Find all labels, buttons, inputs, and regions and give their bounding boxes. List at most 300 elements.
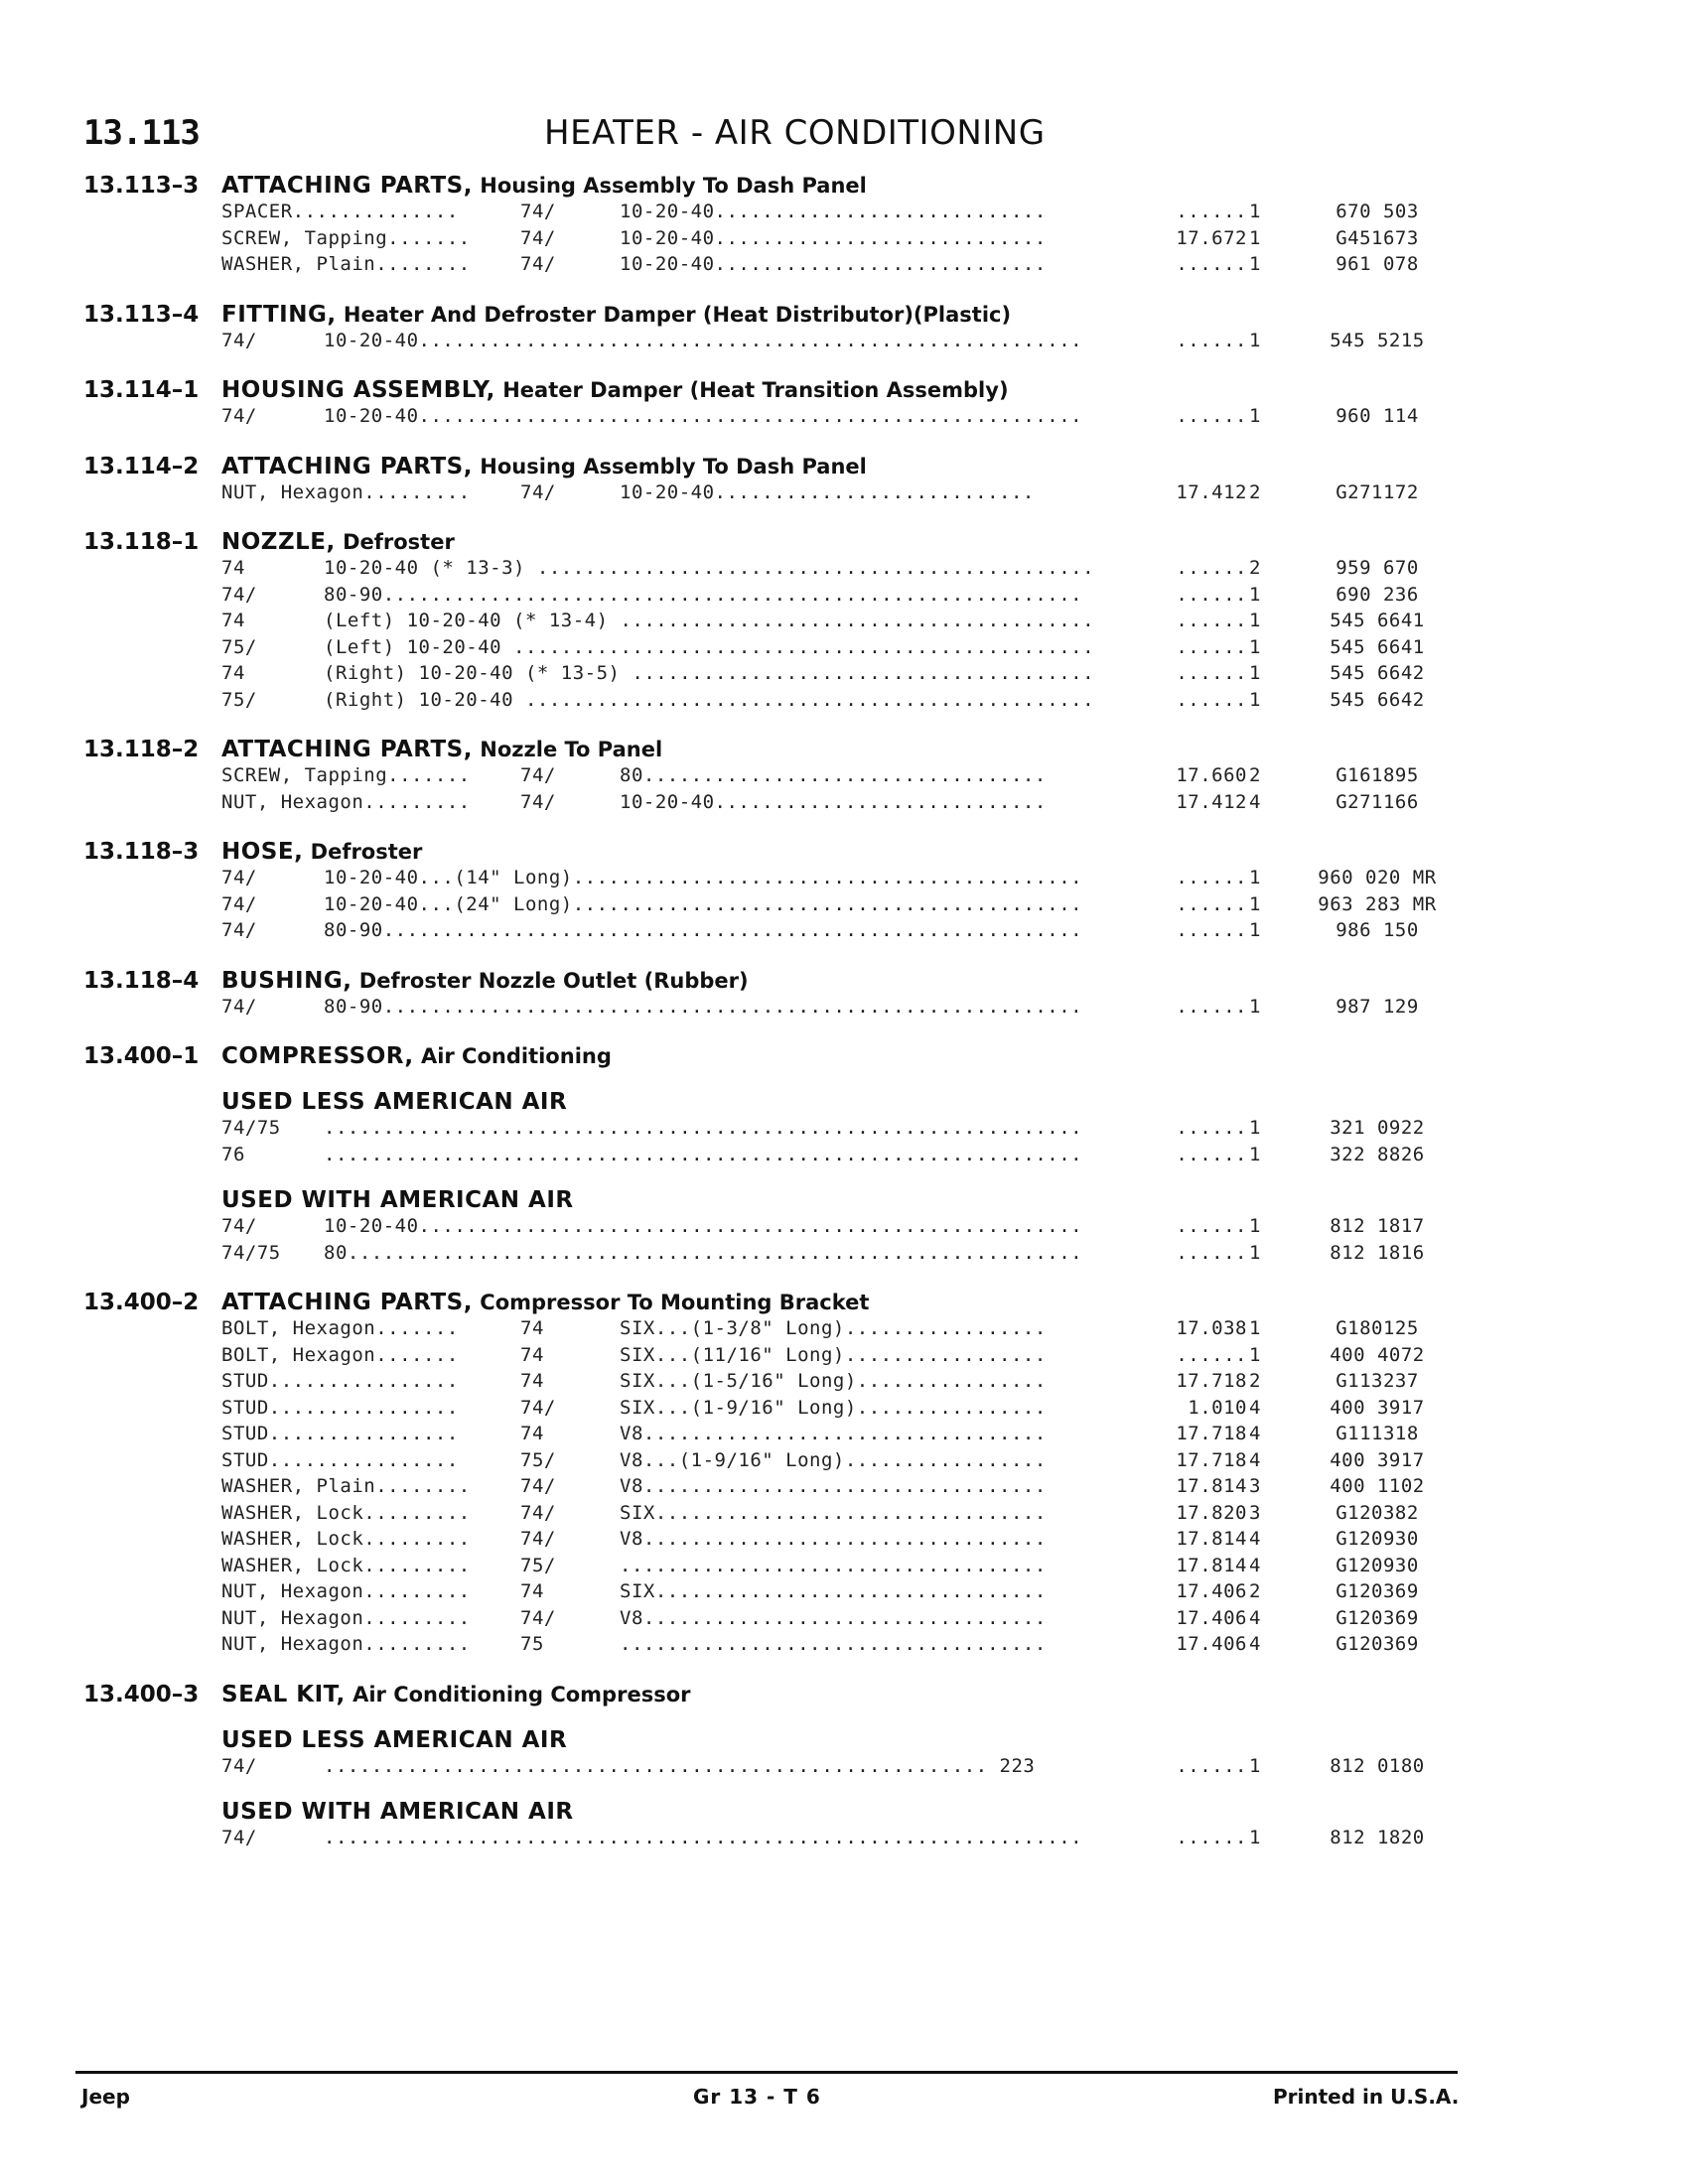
parts-section bbox=[83, 1680, 1474, 1851]
section-number: 13.113–3 bbox=[83, 173, 200, 199]
model-code: 74/ bbox=[221, 583, 257, 606]
catalog-ref: 17.718 bbox=[1176, 1448, 1247, 1471]
application-spec: 10-20-40...(14" Long)........................................... bbox=[324, 867, 1083, 888]
part-number: G271166 bbox=[1336, 790, 1419, 813]
model-code: 74/ bbox=[520, 1396, 556, 1419]
model-code: 74/ bbox=[520, 1501, 556, 1524]
application-spec: SIX................................. bbox=[620, 1580, 1047, 1602]
part-row bbox=[83, 660, 1474, 687]
part-number: 961 078 bbox=[1336, 253, 1419, 275]
catalog-ref: 17.814 bbox=[1176, 1528, 1247, 1550]
model-code: 74/ bbox=[221, 329, 257, 351]
section-description: Heater Damper (Heat Transition Assembly) bbox=[502, 378, 1009, 402]
part-number: 545 6641 bbox=[1330, 635, 1425, 658]
part-number: 545 6641 bbox=[1330, 610, 1425, 631]
section-header bbox=[83, 837, 1474, 865]
part-number: 670 503 bbox=[1336, 201, 1419, 222]
catalog-ref: 17.814 bbox=[1176, 1475, 1247, 1497]
section-title bbox=[221, 1043, 612, 1069]
application-spec: 80.................................. bbox=[620, 764, 1047, 786]
catalog-ref: ...... bbox=[1176, 1754, 1247, 1777]
part-number: G120382 bbox=[1336, 1501, 1419, 1524]
catalog-ref: ...... bbox=[1176, 1215, 1247, 1237]
quantity: 4 bbox=[1249, 1528, 1261, 1550]
part-number: 400 4072 bbox=[1330, 1343, 1425, 1366]
part-number: 812 0180 bbox=[1330, 1754, 1425, 1777]
part-row bbox=[83, 1825, 1474, 1851]
section-title bbox=[221, 968, 749, 994]
part-name: SCREW, Tapping....... bbox=[221, 764, 471, 786]
section-description: Housing Assembly To Dash Panel bbox=[480, 454, 867, 478]
part-row bbox=[83, 1142, 1474, 1168]
part-name: STUD................ bbox=[221, 1370, 459, 1392]
part-number: 400 1102 bbox=[1330, 1475, 1425, 1497]
catalog-ref: 17.814 bbox=[1176, 1554, 1247, 1576]
catalog-ref: 17.406 bbox=[1176, 1580, 1247, 1602]
section-number: 13.118–1 bbox=[83, 529, 200, 555]
section-number: 13.114–1 bbox=[83, 377, 200, 403]
part-name: SPACER.............. bbox=[221, 201, 459, 222]
parts-section bbox=[83, 1288, 1474, 1658]
catalog-ref: 17.412 bbox=[1176, 480, 1247, 503]
parts-section bbox=[83, 375, 1474, 430]
part-number: 812 1817 bbox=[1330, 1215, 1425, 1237]
part-row bbox=[83, 1447, 1474, 1474]
section-header bbox=[83, 966, 1474, 994]
quantity: 1 bbox=[1249, 329, 1261, 351]
model-code: 74/ bbox=[520, 1528, 556, 1550]
section-header bbox=[83, 1680, 1474, 1707]
part-row bbox=[83, 1473, 1474, 1500]
part-number: G180125 bbox=[1336, 1317, 1419, 1339]
model-code: 74/ bbox=[520, 226, 556, 249]
section-number: 13.400–3 bbox=[83, 1681, 200, 1707]
model-code: 74 bbox=[221, 610, 245, 631]
quantity: 1 bbox=[1249, 635, 1261, 658]
usage-subheading: USED LESS AMERICAN AIR bbox=[221, 1726, 568, 1753]
section-header bbox=[83, 300, 1474, 328]
application-spec: (Left) 10-20-40 (* 13-4) ........................................ bbox=[324, 610, 1095, 631]
page-number: 13.113 bbox=[83, 113, 200, 153]
quantity: 1 bbox=[1249, 201, 1261, 222]
quantity: 2 bbox=[1249, 1370, 1261, 1392]
part-name: NUT, Hexagon......... bbox=[221, 1633, 471, 1655]
part-name: NUT, Hexagon......... bbox=[221, 790, 471, 813]
part-row bbox=[83, 555, 1474, 582]
application-spec: 10-20-40........................................................ bbox=[324, 1215, 1083, 1237]
section-description: Defroster Nozzle Outlet (Rubber) bbox=[358, 968, 749, 993]
application-spec: 10-20-40............................ bbox=[620, 790, 1047, 813]
section-name: ATTACHING PARTS, bbox=[221, 737, 473, 762]
catalog-ref: ...... bbox=[1176, 405, 1247, 427]
quantity: 4 bbox=[1249, 1396, 1261, 1419]
part-number: 545 6642 bbox=[1330, 688, 1425, 711]
parts-section bbox=[83, 735, 1474, 815]
part-row bbox=[83, 687, 1474, 714]
application-spec: 80-90........................................................... bbox=[324, 919, 1083, 941]
catalog-ref: ...... bbox=[1176, 1241, 1247, 1264]
part-number: G120930 bbox=[1336, 1554, 1419, 1576]
part-number: G113237 bbox=[1336, 1370, 1419, 1392]
application-spec: ........................................................ 223 bbox=[324, 1754, 1036, 1777]
quantity: 1 bbox=[1249, 226, 1261, 249]
application-spec: SIX................................. bbox=[620, 1501, 1047, 1524]
part-row bbox=[83, 917, 1474, 944]
application-spec: V8...(1-9/16" Long)................. bbox=[620, 1448, 1047, 1471]
part-number: G120369 bbox=[1336, 1606, 1419, 1629]
section-name: HOUSING ASSEMBLY, bbox=[221, 377, 495, 403]
part-row bbox=[83, 789, 1474, 816]
model-code: 74/ bbox=[221, 919, 257, 941]
section-header bbox=[83, 735, 1474, 762]
part-row bbox=[83, 1395, 1474, 1422]
part-number: 321 0922 bbox=[1330, 1117, 1425, 1139]
section-header bbox=[83, 1288, 1474, 1315]
part-number: 959 670 bbox=[1336, 557, 1419, 579]
part-row bbox=[83, 1631, 1474, 1658]
part-number: G271172 bbox=[1336, 480, 1419, 503]
part-number: 960 020 MR bbox=[1318, 867, 1437, 888]
section-header bbox=[83, 452, 1474, 479]
part-name: WASHER, Lock......... bbox=[221, 1528, 471, 1550]
section-description: Defroster bbox=[343, 530, 455, 554]
catalog-ref: 17.406 bbox=[1176, 1606, 1247, 1629]
section-title bbox=[221, 737, 662, 762]
catalog-ref: ...... bbox=[1176, 1143, 1247, 1165]
model-code: 74/ bbox=[520, 1606, 556, 1629]
usage-subheading: USED WITH AMERICAN AIR bbox=[221, 1799, 574, 1825]
model-code: 74 bbox=[520, 1317, 544, 1339]
application-spec: 80.............................................................. bbox=[324, 1241, 1083, 1264]
parts-section bbox=[83, 527, 1474, 713]
model-code: 74/ bbox=[520, 253, 556, 275]
catalog-ref: ...... bbox=[1176, 583, 1247, 606]
model-code: 75/ bbox=[221, 688, 257, 711]
quantity: 1 bbox=[1249, 1343, 1261, 1366]
part-row bbox=[83, 1368, 1474, 1395]
catalog-ref: 17.406 bbox=[1176, 1633, 1247, 1655]
section-number: 13.400–1 bbox=[83, 1043, 200, 1069]
part-row bbox=[83, 225, 1474, 252]
quantity: 1 bbox=[1249, 995, 1261, 1018]
application-spec: (Left) 10-20-40 ................................................. bbox=[324, 635, 1095, 658]
part-number: 545 5215 bbox=[1330, 329, 1425, 351]
quantity: 1 bbox=[1249, 1215, 1261, 1237]
model-code: 74/ bbox=[221, 1754, 257, 1777]
quantity: 1 bbox=[1249, 1827, 1261, 1848]
section-header bbox=[83, 375, 1474, 403]
part-row bbox=[83, 1342, 1474, 1369]
section-title bbox=[221, 839, 422, 865]
application-spec: 10-20-40............................ bbox=[620, 253, 1047, 275]
part-number: 987 129 bbox=[1336, 995, 1419, 1018]
quantity: 2 bbox=[1249, 764, 1261, 786]
catalog-ref: ...... bbox=[1176, 1117, 1247, 1139]
catalog-ref: 17.660 bbox=[1176, 764, 1247, 786]
part-number: 545 6642 bbox=[1330, 662, 1425, 684]
part-number: 812 1816 bbox=[1330, 1241, 1425, 1264]
section-name: COMPRESSOR, bbox=[221, 1043, 414, 1069]
application-spec: V8.................................. bbox=[620, 1423, 1047, 1444]
quantity: 4 bbox=[1249, 1448, 1261, 1471]
catalog-ref: ...... bbox=[1176, 635, 1247, 658]
section-title bbox=[221, 173, 867, 199]
part-name: STUD................ bbox=[221, 1423, 459, 1444]
application-spec: 80-90........................................................... bbox=[324, 995, 1083, 1018]
model-code: 74/ bbox=[221, 1827, 257, 1848]
application-spec: 10-20-40........................................................ bbox=[324, 405, 1083, 427]
model-code: 75 bbox=[520, 1633, 544, 1655]
footer-group-ref: Gr 13 - T 6 bbox=[693, 2085, 821, 2109]
section-description: Compressor To Mounting Bracket bbox=[480, 1291, 870, 1314]
parts-section bbox=[83, 300, 1474, 354]
model-code: 74/75 bbox=[221, 1117, 281, 1139]
catalog-ref: ...... bbox=[1176, 688, 1247, 711]
catalog-ref: ...... bbox=[1176, 867, 1247, 888]
model-code: 76 bbox=[221, 1143, 245, 1165]
catalog-ref: ...... bbox=[1176, 995, 1247, 1018]
section-number: 13.114–2 bbox=[83, 453, 200, 479]
application-spec: SIX...(11/16" Long)................. bbox=[620, 1343, 1047, 1366]
part-row bbox=[83, 891, 1474, 918]
part-number: 986 150 bbox=[1336, 919, 1419, 941]
section-number: 13.400–2 bbox=[83, 1290, 200, 1315]
section-title bbox=[221, 1290, 869, 1315]
application-spec: .................................... bbox=[620, 1554, 1047, 1576]
quantity: 1 bbox=[1249, 1754, 1261, 1777]
catalog-ref: ...... bbox=[1176, 662, 1247, 684]
catalog-ref: 17.718 bbox=[1176, 1370, 1247, 1392]
quantity: 1 bbox=[1249, 1241, 1261, 1264]
part-name: NUT, Hexagon......... bbox=[221, 480, 471, 503]
model-code: 74/ bbox=[221, 1215, 257, 1237]
footer-brand: Jeep bbox=[81, 2085, 130, 2109]
application-spec: (Right) 10-20-40 (* 13-5) ....................................... bbox=[324, 662, 1095, 684]
quantity: 1 bbox=[1249, 1143, 1261, 1165]
part-name: WASHER, Lock......... bbox=[221, 1554, 471, 1576]
model-code: 75/ bbox=[520, 1448, 556, 1471]
part-row bbox=[83, 1213, 1474, 1240]
part-row bbox=[83, 865, 1474, 891]
part-number: 960 114 bbox=[1336, 405, 1419, 427]
application-spec: 10-20-40........................... bbox=[620, 480, 1035, 503]
quantity: 2 bbox=[1249, 1580, 1261, 1602]
section-description: Housing Assembly To Dash Panel bbox=[480, 174, 867, 198]
application-spec: ................................................................ bbox=[324, 1117, 1083, 1139]
model-code: 74/ bbox=[520, 790, 556, 813]
part-row bbox=[83, 1526, 1474, 1553]
part-row bbox=[83, 1500, 1474, 1527]
part-row bbox=[83, 634, 1474, 661]
parts-section bbox=[83, 837, 1474, 944]
part-number: 812 1820 bbox=[1330, 1827, 1425, 1848]
section-description: Nozzle To Panel bbox=[480, 738, 663, 761]
part-number: 963 283 MR bbox=[1318, 892, 1437, 915]
application-spec: SIX...(1-3/8" Long)................. bbox=[620, 1317, 1047, 1339]
catalog-ref: ...... bbox=[1176, 557, 1247, 579]
model-code: 74 bbox=[221, 557, 245, 579]
catalog-ref: ...... bbox=[1176, 201, 1247, 222]
section-name: ATTACHING PARTS, bbox=[221, 453, 473, 479]
catalog-ref: ...... bbox=[1176, 1343, 1247, 1366]
section-number: 13.118–2 bbox=[83, 737, 200, 762]
section-number: 13.118–3 bbox=[83, 839, 200, 865]
part-row bbox=[83, 199, 1474, 225]
part-number: G161895 bbox=[1336, 764, 1419, 786]
part-name: BOLT, Hexagon....... bbox=[221, 1317, 459, 1339]
quantity: 3 bbox=[1249, 1475, 1261, 1497]
catalog-ref: ...... bbox=[1176, 610, 1247, 631]
section-name: BUSHING, bbox=[221, 967, 352, 994]
model-code: 74/ bbox=[520, 480, 556, 503]
part-row bbox=[83, 1240, 1474, 1267]
part-name: STUD................ bbox=[221, 1396, 459, 1419]
section-header bbox=[83, 1041, 1474, 1069]
quantity: 2 bbox=[1249, 480, 1261, 503]
catalog-ref: ...... bbox=[1176, 919, 1247, 941]
model-code: 74/ bbox=[221, 892, 257, 915]
quantity: 3 bbox=[1249, 1501, 1261, 1524]
quantity: 1 bbox=[1249, 892, 1261, 915]
quantity: 1 bbox=[1249, 867, 1261, 888]
catalog-ref: 17.038 bbox=[1176, 1317, 1247, 1339]
quantity: 1 bbox=[1249, 610, 1261, 631]
application-spec: 10-20-40........................................................ bbox=[324, 329, 1083, 351]
model-code: 74 bbox=[221, 662, 245, 684]
quantity: 1 bbox=[1249, 662, 1261, 684]
part-number: 690 236 bbox=[1336, 583, 1419, 606]
part-row bbox=[83, 479, 1474, 506]
part-row bbox=[83, 608, 1474, 634]
section-name: ATTACHING PARTS, bbox=[221, 1290, 473, 1315]
section-name: HOSE, bbox=[221, 839, 304, 865]
footer-divider bbox=[75, 2071, 1458, 2074]
part-row bbox=[83, 251, 1474, 278]
section-description: Air Conditioning Compressor bbox=[352, 1682, 691, 1706]
catalog-ref: ...... bbox=[1176, 329, 1247, 351]
catalog-ref: 17.718 bbox=[1176, 1423, 1247, 1444]
part-number: G120369 bbox=[1336, 1633, 1419, 1655]
application-spec: V8.................................. bbox=[620, 1475, 1047, 1497]
model-code: 74/ bbox=[520, 764, 556, 786]
catalog-ref: ...... bbox=[1176, 1827, 1247, 1848]
part-row bbox=[83, 1553, 1474, 1579]
quantity: 1 bbox=[1249, 1317, 1261, 1339]
quantity: 1 bbox=[1249, 1117, 1261, 1139]
model-code: 75/ bbox=[520, 1554, 556, 1576]
parts-list bbox=[83, 171, 1474, 1873]
section-number: 13.118–4 bbox=[83, 967, 200, 994]
application-spec: (Right) 10-20-40 ................................................ bbox=[324, 688, 1095, 711]
part-row bbox=[83, 1115, 1474, 1142]
quantity: 4 bbox=[1249, 790, 1261, 813]
quantity: 1 bbox=[1249, 405, 1261, 427]
application-spec: SIX...(1-9/16" Long)................ bbox=[620, 1396, 1047, 1419]
section-title bbox=[221, 454, 867, 479]
model-code: 74 bbox=[520, 1580, 544, 1602]
quantity: 1 bbox=[1249, 583, 1261, 606]
application-spec: ................................................................ bbox=[324, 1827, 1083, 1848]
quantity: 1 bbox=[1249, 919, 1261, 941]
section-name: ATTACHING PARTS, bbox=[221, 173, 473, 199]
section-title bbox=[221, 302, 1011, 328]
part-name: NUT, Hexagon......... bbox=[221, 1606, 471, 1629]
application-spec: 80-90........................................................... bbox=[324, 583, 1083, 606]
section-name: SEAL KIT, bbox=[221, 1681, 346, 1707]
parts-section bbox=[83, 452, 1474, 506]
quantity: 1 bbox=[1249, 688, 1261, 711]
model-code: 74/ bbox=[221, 995, 257, 1018]
section-title bbox=[221, 377, 1009, 403]
quantity: 4 bbox=[1249, 1554, 1261, 1576]
part-name: WASHER, Plain........ bbox=[221, 253, 471, 275]
application-spec: 10-20-40............................ bbox=[620, 226, 1047, 249]
footer-printed: Printed in U.S.A. bbox=[1273, 2085, 1460, 2109]
model-code: 74 bbox=[520, 1423, 544, 1444]
part-number: G111318 bbox=[1336, 1423, 1419, 1444]
quantity: 2 bbox=[1249, 557, 1261, 579]
part-number: G120369 bbox=[1336, 1580, 1419, 1602]
part-name: BOLT, Hexagon....... bbox=[221, 1343, 459, 1366]
application-spec: ................................................................ bbox=[324, 1143, 1083, 1165]
catalog-ref: 17.412 bbox=[1176, 790, 1247, 813]
page-title: HEATER - AIR CONDITIONING bbox=[544, 113, 1046, 153]
parts-section bbox=[83, 966, 1474, 1021]
part-row bbox=[83, 328, 1474, 354]
model-code: 74/75 bbox=[221, 1241, 281, 1264]
section-title bbox=[221, 1682, 690, 1707]
part-name: WASHER, Plain........ bbox=[221, 1475, 471, 1497]
quantity: 4 bbox=[1249, 1423, 1261, 1444]
catalog-ref: ...... bbox=[1176, 253, 1247, 275]
application-spec: 10-20-40............................ bbox=[620, 201, 1047, 222]
model-code: 75/ bbox=[221, 635, 257, 658]
application-spec: 10-20-40 (* 13-3) ............................................... bbox=[324, 557, 1095, 579]
model-code: 74/ bbox=[221, 405, 257, 427]
section-description: Defroster bbox=[310, 840, 423, 864]
part-row bbox=[83, 1753, 1474, 1780]
part-name: WASHER, Lock......... bbox=[221, 1501, 471, 1524]
usage-subheading: USED LESS AMERICAN AIR bbox=[221, 1089, 568, 1115]
part-number: G451673 bbox=[1336, 226, 1419, 249]
model-code: 74 bbox=[520, 1370, 544, 1392]
application-spec: .................................... bbox=[620, 1633, 1047, 1655]
part-row bbox=[83, 403, 1474, 430]
application-spec: SIX...(1-5/16" Long)................ bbox=[620, 1370, 1047, 1392]
application-spec: V8.................................. bbox=[620, 1528, 1047, 1550]
part-row bbox=[83, 1421, 1474, 1447]
model-code: 74/ bbox=[221, 867, 257, 888]
application-spec: 10-20-40...(24" Long)........................................... bbox=[324, 892, 1083, 915]
section-name: NOZZLE, bbox=[221, 529, 336, 555]
catalog-ref: 17.820 bbox=[1176, 1501, 1247, 1524]
part-name: SCREW, Tapping....... bbox=[221, 226, 471, 249]
catalog-ref: 1.010 bbox=[1188, 1396, 1247, 1419]
part-row bbox=[83, 994, 1474, 1021]
section-description: Heater And Defroster Damper (Heat Distributor)(Plastic) bbox=[343, 302, 1012, 327]
part-row bbox=[83, 582, 1474, 609]
part-row bbox=[83, 762, 1474, 789]
model-code: 74/ bbox=[520, 201, 556, 222]
section-description: Air Conditioning bbox=[420, 1044, 612, 1068]
section-header bbox=[83, 527, 1474, 555]
part-row bbox=[83, 1605, 1474, 1632]
quantity: 4 bbox=[1249, 1606, 1261, 1629]
model-code: 74 bbox=[520, 1343, 544, 1366]
section-number: 13.113–4 bbox=[83, 301, 200, 328]
part-row bbox=[83, 1578, 1474, 1605]
section-title bbox=[221, 529, 455, 555]
